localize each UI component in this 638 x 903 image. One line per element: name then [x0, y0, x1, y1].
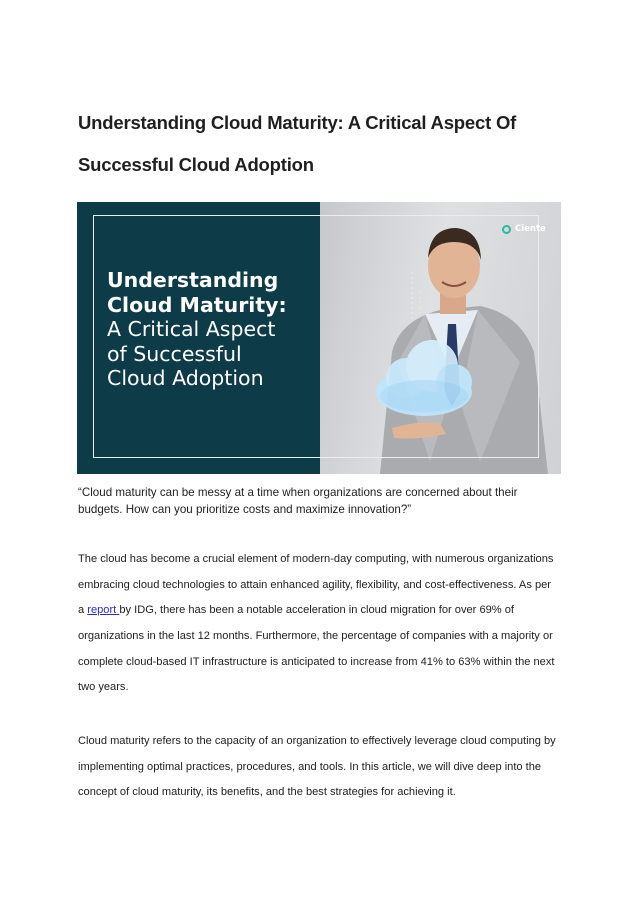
logo-text: Ciente [515, 224, 546, 234]
paragraph-line: complete cloud-based IT infrastructure is anticipated to increase from 41% to 63% within the next [78, 655, 555, 668]
businessman-with-cloud-illustration [320, 202, 561, 474]
paragraph-line: embracing cloud technologies to attain enhanced agility, flexibility, and cost-effectiveness. As per [78, 578, 551, 591]
paragraph-line: implementing optimal practices, procedures, and tools. In this article, we will dive deep into the [78, 760, 542, 773]
paragraph-line: organizations in the last 12 months. Furthermore, the percentage of companies with a majority or [78, 630, 553, 643]
banner-photo-panel [320, 202, 561, 474]
paragraph-cloud-adoption [78, 553, 568, 707]
brand-logo [502, 224, 546, 234]
banner-heading-line: Cloud Adoption [107, 366, 264, 390]
ciente-logo-icon [502, 225, 511, 234]
paragraph-cloud-maturity-definition [78, 735, 568, 812]
article-title-line-1: Understanding Cloud Maturity: A Critical Aspect Of [78, 112, 517, 133]
paragraph-line: Cloud maturity refers to the capacity of an organization to effectively leverage cloud computing by [78, 735, 556, 747]
text-fragment: a [78, 604, 88, 617]
banner-heading [107, 268, 317, 391]
paragraph-line: concept of cloud maturity, its benefits, and the best strategies for achieving it. [78, 786, 456, 799]
banner-heading-line: A Critical Aspect [107, 317, 276, 341]
intro-quote: “Cloud maturity can be messy at a time when organizations are concerned about their budgets. How can you prioritize costs and maximize innovation?” [78, 486, 518, 516]
paragraph-line: The cloud has become a crucial element of modern-day computing, with numerous organizations [78, 553, 554, 565]
paragraph-line: two years. [78, 681, 129, 694]
hero-banner-image [77, 202, 561, 474]
banner-heading-line: Cloud Maturity: [107, 292, 287, 317]
report-link[interactable]: report [87, 604, 120, 617]
article-title-line-2: Successful Cloud Adoption [78, 154, 314, 175]
banner-heading-line: Understanding [107, 268, 279, 292]
banner-heading-line: of Successful [107, 341, 242, 366]
text-fragment: by IDG, there has been a notable acceleration in cloud migration for over 69% of [119, 604, 515, 617]
paragraph-line [78, 604, 568, 630]
